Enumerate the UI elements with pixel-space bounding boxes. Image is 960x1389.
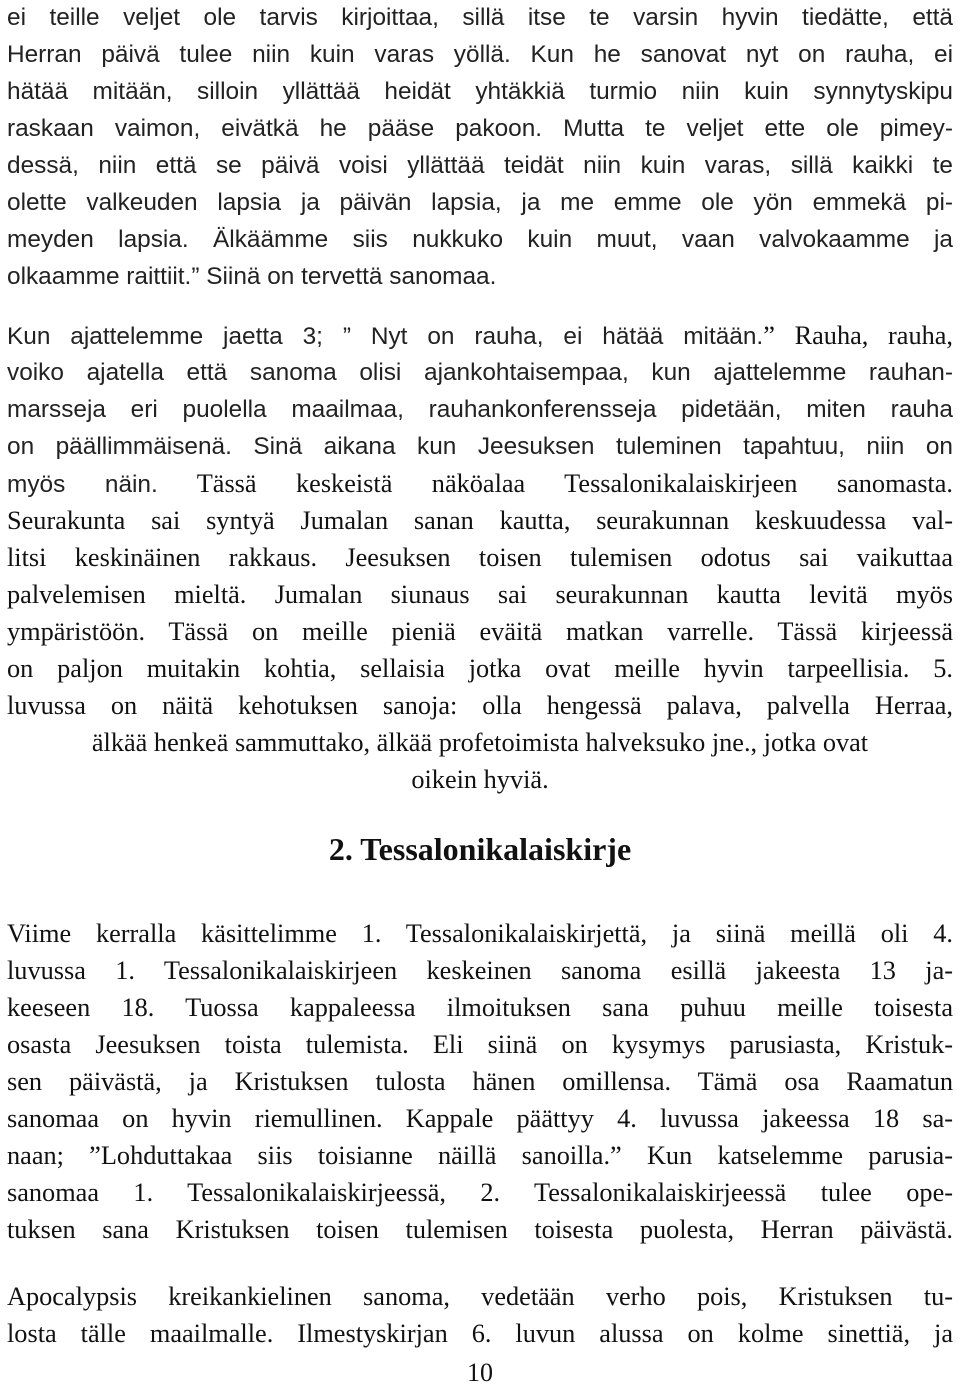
text-line: marsseja eri puolella maailmaa, rauhankonferensseja pidetään, miten rauha — [7, 396, 953, 423]
text-line: Herran päivä tulee niin kuin varas yöllä. Kun he sanovat nyt on rauha, ei — [7, 41, 953, 68]
text-line: dessä, niin että se päivä voisi yllättää teidät niin kuin varas, sillä kaikki te — [7, 152, 953, 179]
text-line: litsi keskinäinen rakkaus. Jeesuksen toisen tulemisen odotus sai vaikuttaa — [7, 543, 953, 572]
page-number: 10 — [467, 1358, 493, 1387]
text-fragment: myös näin. — [7, 471, 158, 498]
text-line: osasta Jeesuksen toista tulemista. Eli siinä on kysymys parusiasta, Kristuk- — [7, 1030, 953, 1059]
text-line: sanomaa 1. Tessalonikalaiskirjeessä, 2. Tessalonikalaiskirjeessä tulee ope- — [7, 1178, 953, 1207]
paragraph-1 — [7, 0, 953, 295]
text-line: älkää henkeä sammuttako, älkää profetoimista halveksuko jne., jotka ovat — [91, 728, 869, 757]
text-line — [7, 317, 953, 354]
text-line: Viime kerralla käsittelimme 1. Tessalonikalaiskirjettä, ja siinä meillä oli 4. — [7, 919, 953, 948]
paragraph-4 — [7, 1278, 953, 1352]
text-fragment: ” Rauha, rauha, — [763, 321, 953, 350]
text-line: voiko ajatella että sanoma olisi ajankohtaisempaa, kun ajattelemme rauhan- — [7, 359, 953, 386]
text-line: Apocalypsis kreikankielinen sanoma, vedetään verho pois, Kristuksen tu- — [7, 1282, 953, 1311]
text-line: oikein hyviä. — [411, 765, 549, 794]
text-fragment: raskaan vaimon, eivätkä he pääse pakoon. — [7, 115, 543, 142]
text-line: keeseen 18. Tuossa kappaleessa ilmoituksen sana puhuu meille toisesta — [7, 993, 953, 1022]
text-line: luvussa on näitä kehotuksen sanoja: olla hengessä palava, palvella Herraa, — [7, 691, 953, 720]
text-fragment: Kun ajattelemme jaetta 3; ” Nyt on rauha, ei hätää mitään. — [7, 323, 764, 350]
text-line — [7, 110, 953, 147]
text-line: on päällimmäisenä. Sinä aikana kun Jeesuksen tuleminen tapahtuu, niin on — [7, 433, 953, 460]
text-line — [7, 465, 953, 502]
text-line: hätää mitään, silloin yllättää heidät yhtäkkiä turmio niin kuin synnytyskipu — [7, 78, 953, 105]
text-line: sen päivästä, ja Kristuksen tulosta hänen omillensa. Tämä osa Raamatun — [7, 1067, 953, 1096]
text-line: luvussa 1. Tessalonikalaiskirjeen keskeinen sanoma esillä jakeesta 13 ja- — [7, 956, 953, 985]
paragraph-2 — [7, 317, 953, 798]
section-heading: 2. Tessalonikalaiskirje — [328, 831, 632, 867]
paragraph-3 — [7, 915, 953, 1248]
text-line: olkaamme raittiit.” Siinä on tervettä sanomaa. — [7, 263, 497, 290]
text-line: ei teille veljet ole tarvis kirjoittaa, sillä itse te varsin hyvin tiedätte, että — [7, 4, 953, 31]
text-line: tuksen sana Kristuksen toisen tulemisen toisesta puolesta, Herran päivästä. — [7, 1215, 953, 1244]
text-line: palvelemisen mieltä. Jumalan siunaus sai seurakunnan kautta levitä myös — [7, 580, 953, 609]
text-fragment: Tässä keskeistä näköalaa Tessalonikalaiskirjeen sanomasta. — [157, 469, 953, 498]
text-line: Seurakunta sai syntyä Jumalan sanan kautta, seurakunnan keskuudessa val- — [7, 506, 953, 535]
text-line: ympäristöön. Tässä on meille pieniä eväitä matkan varrelle. Tässä kirjeessä — [7, 617, 953, 646]
text-fragment: Mutta te veljet ette ole pimey- — [542, 115, 953, 142]
text-line: meyden lapsia. Älkäämme siis nukkuko kuin muut, vaan valvokaamme ja — [7, 226, 953, 253]
text-line: sanomaa on hyvin riemullinen. Kappale päättyy 4. luvussa jakeessa 18 sa- — [7, 1104, 953, 1133]
text-line: on paljon muitakin kohtia, sellaisia jotka ovat meille hyvin tarpeellisia. 5. — [7, 654, 953, 683]
text-line: losta tälle maailmalle. Ilmestyskirjan 6. luvun alussa on kolme sinettiä, ja — [7, 1319, 953, 1348]
text-line: olette valkeuden lapsia ja päivän lapsia, ja me emme ole yön emmekä pi- — [7, 189, 953, 216]
text-line: naan; ”Lohduttakaa siis toisianne näillä sanoilla.” Kun katselemme parusia- — [7, 1141, 953, 1170]
